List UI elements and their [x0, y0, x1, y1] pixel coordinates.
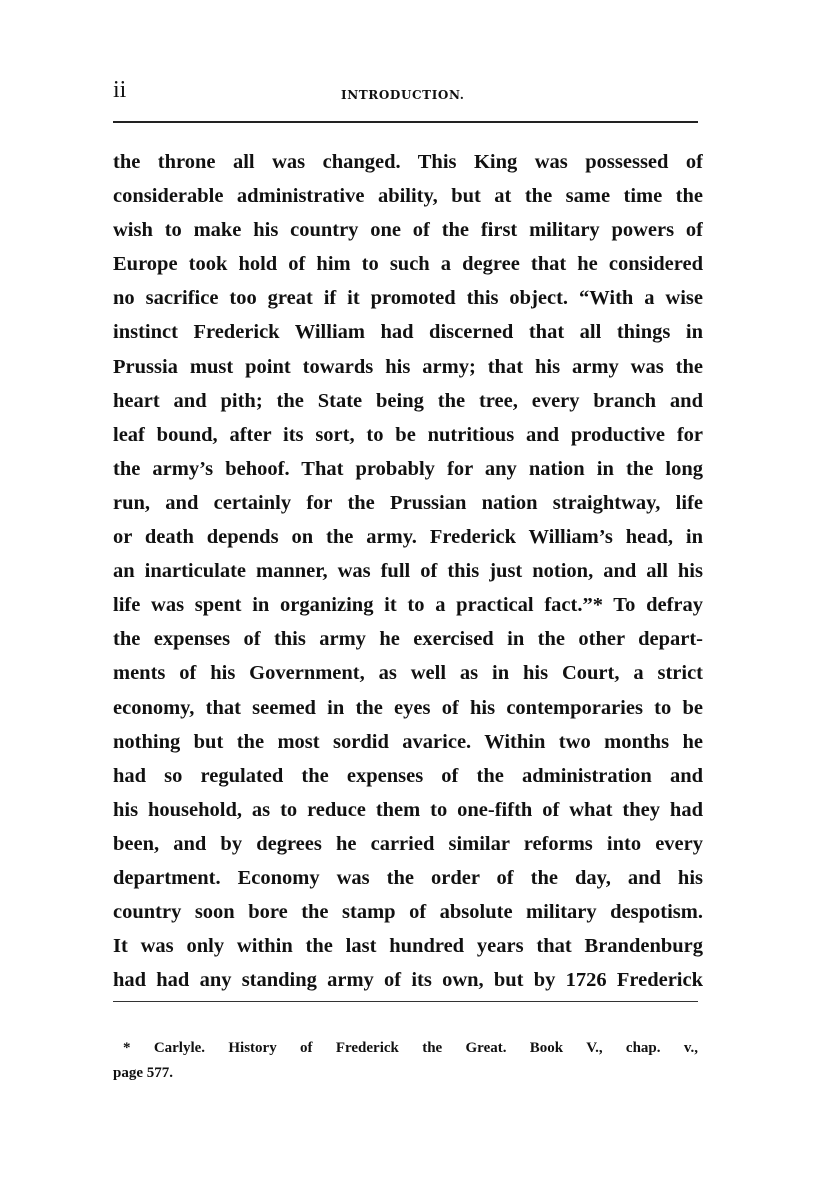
text-line: no sacrifice too great if it promoted this object. “With a wise	[113, 287, 703, 310]
text-line: heart and pith; the State being the tree, every branch and	[113, 389, 703, 412]
text-line: the throne all was changed. This King was possessed of	[113, 151, 703, 173]
text-line: country soon bore the stamp of absolute military despotism.	[113, 901, 703, 924]
text-line: had so regulated the expenses of the administration and	[113, 764, 703, 787]
body-text	[113, 145, 703, 997]
text-line: Europe took hold of him to such a degree that he considered	[113, 253, 703, 276]
text-line: considerable administrative ability, but at the same time the	[113, 185, 703, 208]
text-line: wish to make his country one of the first military powers of	[113, 219, 703, 242]
text-line: economy, that seemed in the eyes of his contemporaries to be	[113, 696, 703, 719]
text-line: the expenses of this army he exercised in the other depart-	[113, 628, 703, 651]
footnote-line: page 577.	[113, 1065, 173, 1081]
text-line: leaf bound, after its sort, to be nutritious and productive for	[113, 423, 703, 446]
chapter-title: INTRODUCTION.	[341, 88, 465, 102]
text-line: run, and certainly for the Prussian nation straightway, life	[113, 491, 703, 514]
header-rule	[113, 121, 698, 123]
text-line: department. Economy was the order of the day, and his	[113, 866, 703, 889]
text-line: nothing but the most sordid avarice. Within two months he	[113, 730, 703, 753]
running-head	[113, 76, 697, 110]
text-line: It was only within the last hundred years that Brandenburg	[113, 935, 703, 958]
text-line: his household, as to reduce them to one-fifth of what they had	[113, 798, 703, 821]
text-line: instinct Frederick William had discerned that all things in	[113, 321, 703, 344]
text-line: the army’s behoof. That probably for any nation in the long	[113, 457, 703, 480]
footnote-line: * Carlyle. History of Frederick the Great. Book V., chap. v.,	[123, 1040, 698, 1056]
text-line: Prussia must point towards his army; that his army was the	[113, 355, 703, 378]
footnote	[113, 1036, 698, 1086]
text-line: ments of his Government, as well as in his Court, a strict	[113, 662, 703, 685]
text-line: life was spent in organizing it to a practical fact.”* To defray	[113, 594, 703, 617]
text-line: been, and by degrees he carried similar reforms into every	[113, 832, 703, 855]
page-number: ii	[113, 77, 127, 103]
text-line: an inarticulate manner, was full of this just notion, and all his	[113, 560, 703, 583]
text-line: or death depends on the army. Frederick William’s head, in	[113, 526, 703, 549]
footnote-rule	[113, 1001, 698, 1002]
text-line: had had any standing army of its own, but by 1726 Frederick	[113, 969, 703, 992]
